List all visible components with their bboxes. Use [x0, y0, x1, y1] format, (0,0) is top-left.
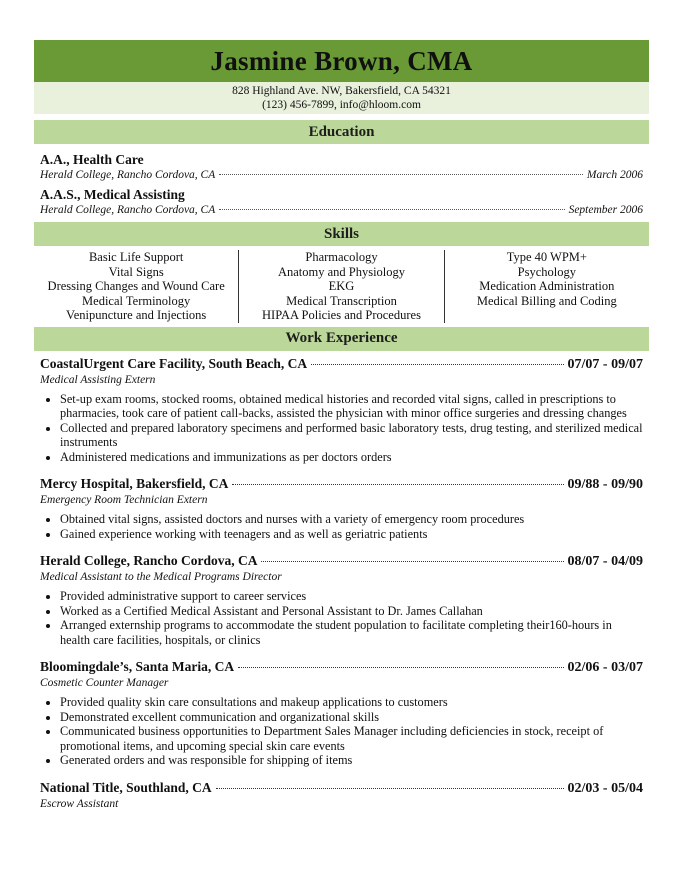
skill-item: Type 40 WPM+ [506, 250, 587, 264]
leader-dots [219, 209, 564, 210]
resume-page [34, 40, 649, 812]
skill-item: Psychology [517, 264, 576, 279]
skill-item: Anatomy and Physiology [277, 264, 406, 279]
job-header [40, 356, 643, 373]
skill-item: Medical Transcription [286, 293, 397, 308]
phone-email: (123) 456-7899, info@hloom.com [262, 99, 421, 111]
duty-item: • Worked as a Certified Medical Assistant and Personal Assistant to Dr. James Callahan [60, 604, 643, 619]
degree: A.A.S., Medical Assisting [40, 187, 185, 202]
duty-item: • Arranged externship programs to accommodate the student population to facilitate completing their160-hours in health care facilities, hospitals, or clinics [60, 618, 643, 647]
job-title: Escrow Assistant [40, 797, 119, 810]
skill-item: Medication Administration [479, 279, 615, 293]
duty-item: • Provided quality skin care consultations and makeup applications to customers [60, 695, 643, 710]
school-line [40, 203, 643, 218]
contact-block [34, 82, 649, 114]
date: September 2006 [568, 204, 643, 216]
duty-item: • Communicated business opportunities to Department Sales Manager including deficiencies in stock, receipt of promotional items, and upcoming special skin care events [60, 724, 643, 753]
leader-dots [219, 174, 583, 175]
job-dates: 09/88 - 09/90 [567, 477, 643, 492]
education-section [34, 144, 649, 218]
skill-item: Basic Life Support [88, 250, 184, 264]
job-title: Medical Assisting Extern [40, 373, 156, 386]
leader-dots [232, 484, 563, 485]
job-title: Medical Assistant to the Medical Programs Director [40, 571, 282, 583]
name-banner [34, 40, 649, 82]
job-title: Cosmetic Counter Manager [40, 677, 169, 689]
employer: National Title, Southland, CA [40, 779, 212, 795]
skills-heading: Skills [34, 222, 649, 246]
job-entry [34, 553, 649, 647]
leader-dots [216, 788, 564, 789]
job-dates: 07/07 - 09/07 [567, 356, 643, 372]
job-header [40, 553, 643, 570]
duty-item: • Collected and prepared laboratory specimens and performed basic laboratory tests, drug testing, and sterilized medical instruments [60, 421, 643, 450]
duties-list [40, 695, 643, 768]
job-header [40, 476, 643, 493]
date: March 2006 [586, 169, 643, 181]
skill-item: Dressing Changes and Wound Care [47, 279, 225, 293]
employer: Herald College, Rancho Cordova, CA [40, 553, 258, 568]
duty-item: • Obtained vital signs, assisted doctors and nurses with a variety of emergency room procedures [60, 512, 643, 527]
skill-item: HIPAA Policies and Procedures [262, 308, 421, 322]
skill-item: Pharmacology [305, 250, 378, 264]
duty-item: • Generated orders and was responsible for shipping of items [60, 753, 643, 768]
job-dates: 08/07 - 04/09 [567, 554, 643, 569]
leader-dots [238, 667, 563, 668]
job-dates: 02/06 - 03/07 [567, 660, 643, 675]
job-entry [34, 659, 649, 768]
degree: A.A., Health Care [40, 152, 144, 167]
duty-item: • Gained experience working with teenagers and as well as geriatric patients [60, 527, 643, 542]
job-header [40, 780, 643, 797]
skills-column [238, 250, 444, 323]
address: 828 Highland Ave. NW, Bakersfield, CA 54321 [232, 85, 451, 97]
leader-dots [311, 364, 563, 365]
skill-item: Medical Billing and Coding [476, 293, 617, 308]
job-dates: 02/03 - 05/04 [567, 780, 643, 796]
skills-column [445, 250, 649, 323]
duty-item: • Administered medications and immunizations as per doctors orders [60, 450, 643, 465]
education-item [40, 152, 643, 183]
work-heading: Work Experience [34, 327, 649, 351]
job-entry [34, 780, 649, 812]
job-entry [34, 356, 649, 465]
duties-list [40, 589, 643, 647]
leader-dots [261, 561, 563, 562]
employer: Mercy Hospital, Bakersfield, CA [40, 476, 229, 491]
school: Herald College, Rancho Cordova, CA [40, 204, 216, 216]
duty-item: • Set-up exam rooms, stocked rooms, obtained medical histories and recorded vital signs, called in prescriptions to pharmacies, took care of patient call-backs, assisted the physician with minor office surgeries and dressing changes [60, 392, 643, 421]
education-item [40, 187, 643, 218]
skills-column [34, 250, 238, 323]
job-entry [34, 476, 649, 541]
skill-item: EKG [328, 279, 355, 293]
school: Herald College, Rancho Cordova, CA [40, 169, 216, 181]
work-section [34, 356, 649, 812]
skill-item: Vital Signs [108, 264, 164, 279]
duty-item: • Demonstrated excellent communication and organizational skills [60, 710, 643, 725]
candidate-name: Jasmine Brown, CMA [210, 45, 473, 76]
skill-item: Medical Terminology [82, 293, 191, 308]
skill-item: Venipuncture and Injections [66, 308, 207, 322]
employer: CoastalUrgent Care Facility, South Beach, CA [40, 355, 308, 371]
duties-list [40, 392, 643, 465]
education-heading: Education [34, 120, 649, 144]
duty-item: • Provided administrative support to career services [60, 589, 643, 604]
employer: Bloomingdale’s, Santa Maria, CA [40, 659, 235, 674]
duties-list [40, 512, 643, 541]
job-header [40, 659, 643, 676]
job-title: Emergency Room Technician Extern [40, 494, 208, 506]
skills-section [34, 246, 649, 327]
school-line [40, 168, 643, 183]
